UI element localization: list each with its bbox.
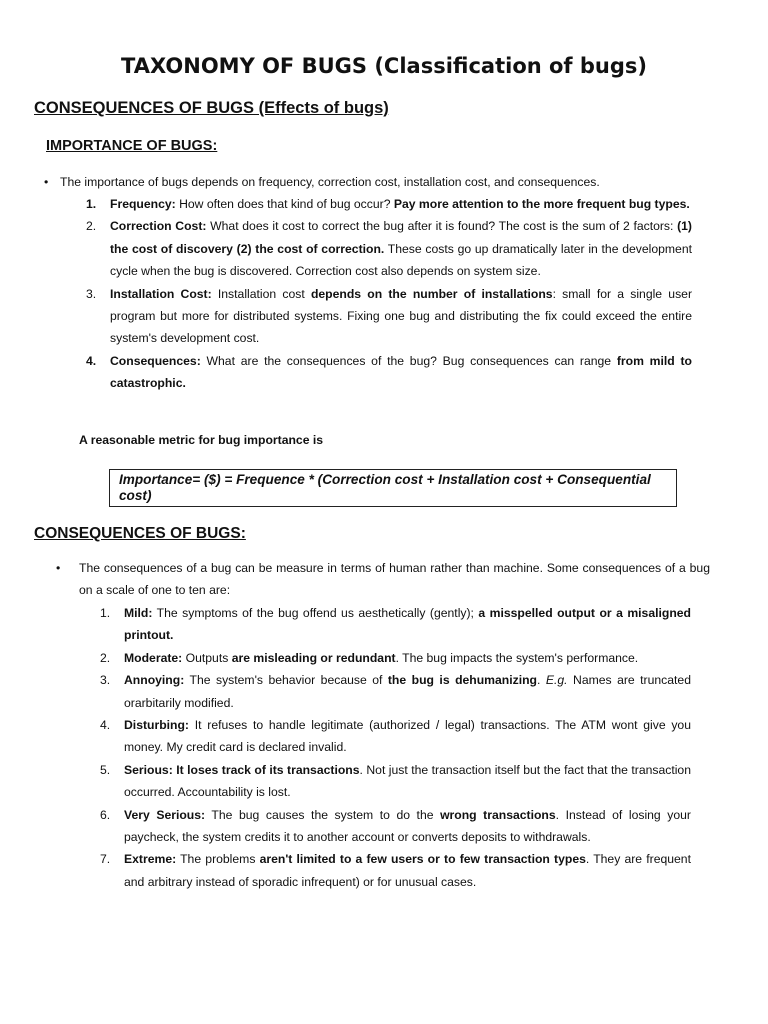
importance-item-installation-cost (86, 283, 692, 350)
list-number: 6. (100, 807, 111, 822)
list-number: 3. (100, 673, 111, 688)
importance-item-consequences (86, 350, 692, 395)
item-text-tail: . The bug impacts the system's performance. (395, 650, 639, 665)
item-text: What are the consequences of the bug? Bug consequences can range (200, 353, 617, 368)
importance-intro-text: The importance of bugs depends on frequency, correction cost, installation cost, and consequences. (60, 175, 600, 189)
item-text: The symptoms of the bug offend us aesthetically (gently); (152, 606, 479, 620)
item-emphasis: are misleading or redundant (231, 650, 396, 665)
item-label: Frequency: (110, 197, 176, 211)
item-text-tail: . Not just the transaction itself but the fact that the transaction occurred. Accountability is lost. (124, 762, 691, 800)
list-number: 4. (100, 718, 111, 733)
item-emphasis: wrong transactions (440, 807, 556, 822)
list-number: 3. (86, 286, 97, 301)
item-text-tail: : small for a single user program but more for distributed systems. Fixing one bug and distributing the fix could exceed the entire system's development cost. (110, 286, 692, 346)
list-number: 2. (86, 219, 97, 234)
item-label: Very Serious: (124, 807, 206, 822)
importance-heading: IMPORTANCE OF BUGS: (46, 138, 218, 154)
item-text-tail: These costs go up dramatically later in the development cycle when the bug is discovered. Correction cost also depends on system size. (110, 241, 692, 279)
item-text: Outputs (182, 650, 232, 665)
item-label: Disturbing: (124, 718, 189, 733)
importance-item-correction-cost (86, 215, 692, 282)
metric-intro: A reasonable metric for bug importance is (79, 433, 324, 447)
item-italic: E.g. (545, 673, 568, 688)
consequence-item-disturbing (100, 714, 691, 759)
item-text: The system's behavior because of (184, 673, 388, 688)
importance-item-frequency (86, 193, 692, 215)
consequences-intro-text: The consequences of a bug can be measure in terms of human rather than machine. Some consequences of a bug on a scale of one to ten are: (79, 561, 710, 598)
section-heading-consequences: CONSEQUENCES OF BUGS: (34, 525, 246, 542)
item-emphasis: from mild to catastrophic. (110, 353, 692, 391)
consequence-item-very-serious (100, 804, 691, 849)
item-label: Correction Cost: (110, 219, 207, 234)
importance-list (86, 193, 692, 395)
item-emphasis: depends on the number of installations (310, 286, 553, 301)
consequence-item-annoying (100, 669, 691, 714)
consequence-item-moderate (100, 647, 691, 669)
bullet-icon: • (56, 561, 61, 575)
item-text: Installation cost (211, 286, 311, 301)
list-number: 5. (100, 762, 111, 777)
section-heading-effects: CONSEQUENCES OF BUGS (Effects of bugs) (34, 99, 389, 117)
consequences-list (100, 602, 691, 893)
consequences-intro-bullet (56, 557, 710, 602)
list-number: 1. (86, 197, 97, 211)
item-label: Moderate: (124, 650, 183, 665)
item-emphasis: aren't limited to a few users or to few transaction types (259, 852, 586, 867)
item-label: Installation Cost: (110, 286, 212, 301)
item-text: How often does that kind of bug occur? (175, 197, 394, 211)
item-emphasis: Pay more attention to the more frequent bug types. (393, 197, 690, 211)
item-text: It refuses to handle legitimate (authorized / legal) transactions. The ATM wont give you money. My credit card is declared invalid. (124, 718, 691, 755)
item-label: Consequences: (110, 353, 201, 368)
item-label: Extreme: (124, 852, 177, 867)
item-text-tail: . They are frequent and arbitrary instead of sporadic infrequent) or for unusual cases. (124, 852, 691, 889)
consequence-item-serious (100, 759, 691, 804)
bullet-icon: • (44, 175, 49, 189)
importance-formula-box: Importance= ($) = Frequence * (Correction cost + Installation cost + Consequential cost) (109, 469, 677, 507)
item-emphasis: (1) the cost of discovery (2) the cost of correction. (110, 219, 692, 256)
consequence-item-extreme (100, 848, 691, 893)
item-text: The bug causes the system to do the (205, 807, 441, 822)
item-label: Mild: (124, 606, 153, 620)
item-text: What does it cost to correct the bug after it is found? The cost is the sum of 2 factors: (206, 219, 678, 234)
item-text-tail: . (537, 673, 546, 688)
item-emphasis: the bug is dehumanizing (387, 673, 537, 688)
page-title: TAXONOMY OF BUGS (Classification of bugs) (121, 54, 647, 78)
item-text: The problems (176, 852, 260, 867)
list-number: 4. (86, 353, 97, 368)
item-label: Serious: (124, 762, 173, 777)
list-number: 1. (100, 606, 111, 620)
item-label: Annoying: (124, 673, 185, 688)
item-emphasis: It loses track of its transactions (176, 762, 360, 777)
item-emphasis: a misspelled output or a misaligned printout. (124, 606, 691, 643)
item-text-tail: . Instead of losing your paycheck, the system credits it to another account or converts deposits to withdrawals. (124, 807, 691, 845)
list-number: 2. (100, 650, 111, 665)
list-number: 7. (100, 852, 111, 867)
item-text-end: Names are truncated orarbitarily modified. (124, 673, 691, 710)
consequence-item-mild (100, 602, 691, 647)
